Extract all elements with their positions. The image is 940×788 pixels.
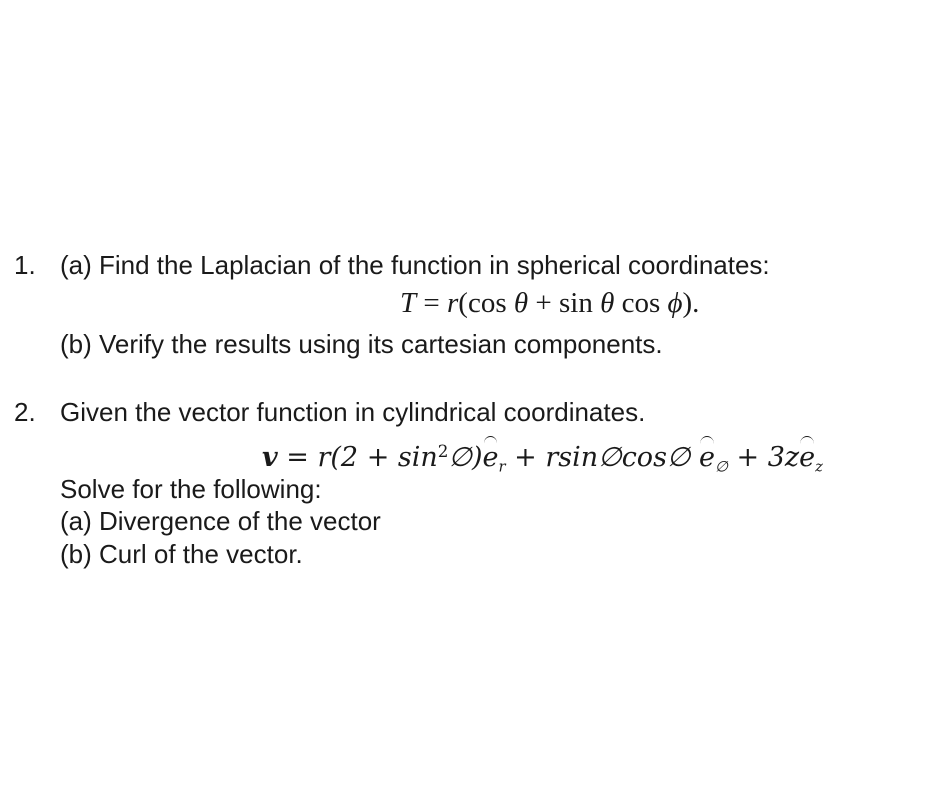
question-2-part-b: (b) Curl of the vector. — [60, 539, 303, 569]
question-1-part-a: (a) Find the Laplacian of the function in spherical coordinates: — [60, 250, 770, 280]
question-2-part-a: (a) Divergence of the vector — [60, 506, 381, 536]
question-1-equation: T = r(cos θ + sin θ cos ϕ). — [400, 287, 700, 319]
question-1-number: 1. — [14, 250, 36, 280]
question-1-part-b: (b) Verify the results using its cartesian components. — [60, 329, 663, 359]
question-2-equation: $v = r(2 + \sin^2\emptyset)e_r$ + rsin∅cos∅ $e_\emptyset + 3ze_z$ — [262, 441, 823, 476]
question-2-solve-label: Solve for the following: — [60, 474, 322, 504]
question-2-number: 2. — [14, 397, 36, 427]
question-2-prompt: Given the vector function in cylindrical coordinates. — [60, 397, 646, 427]
